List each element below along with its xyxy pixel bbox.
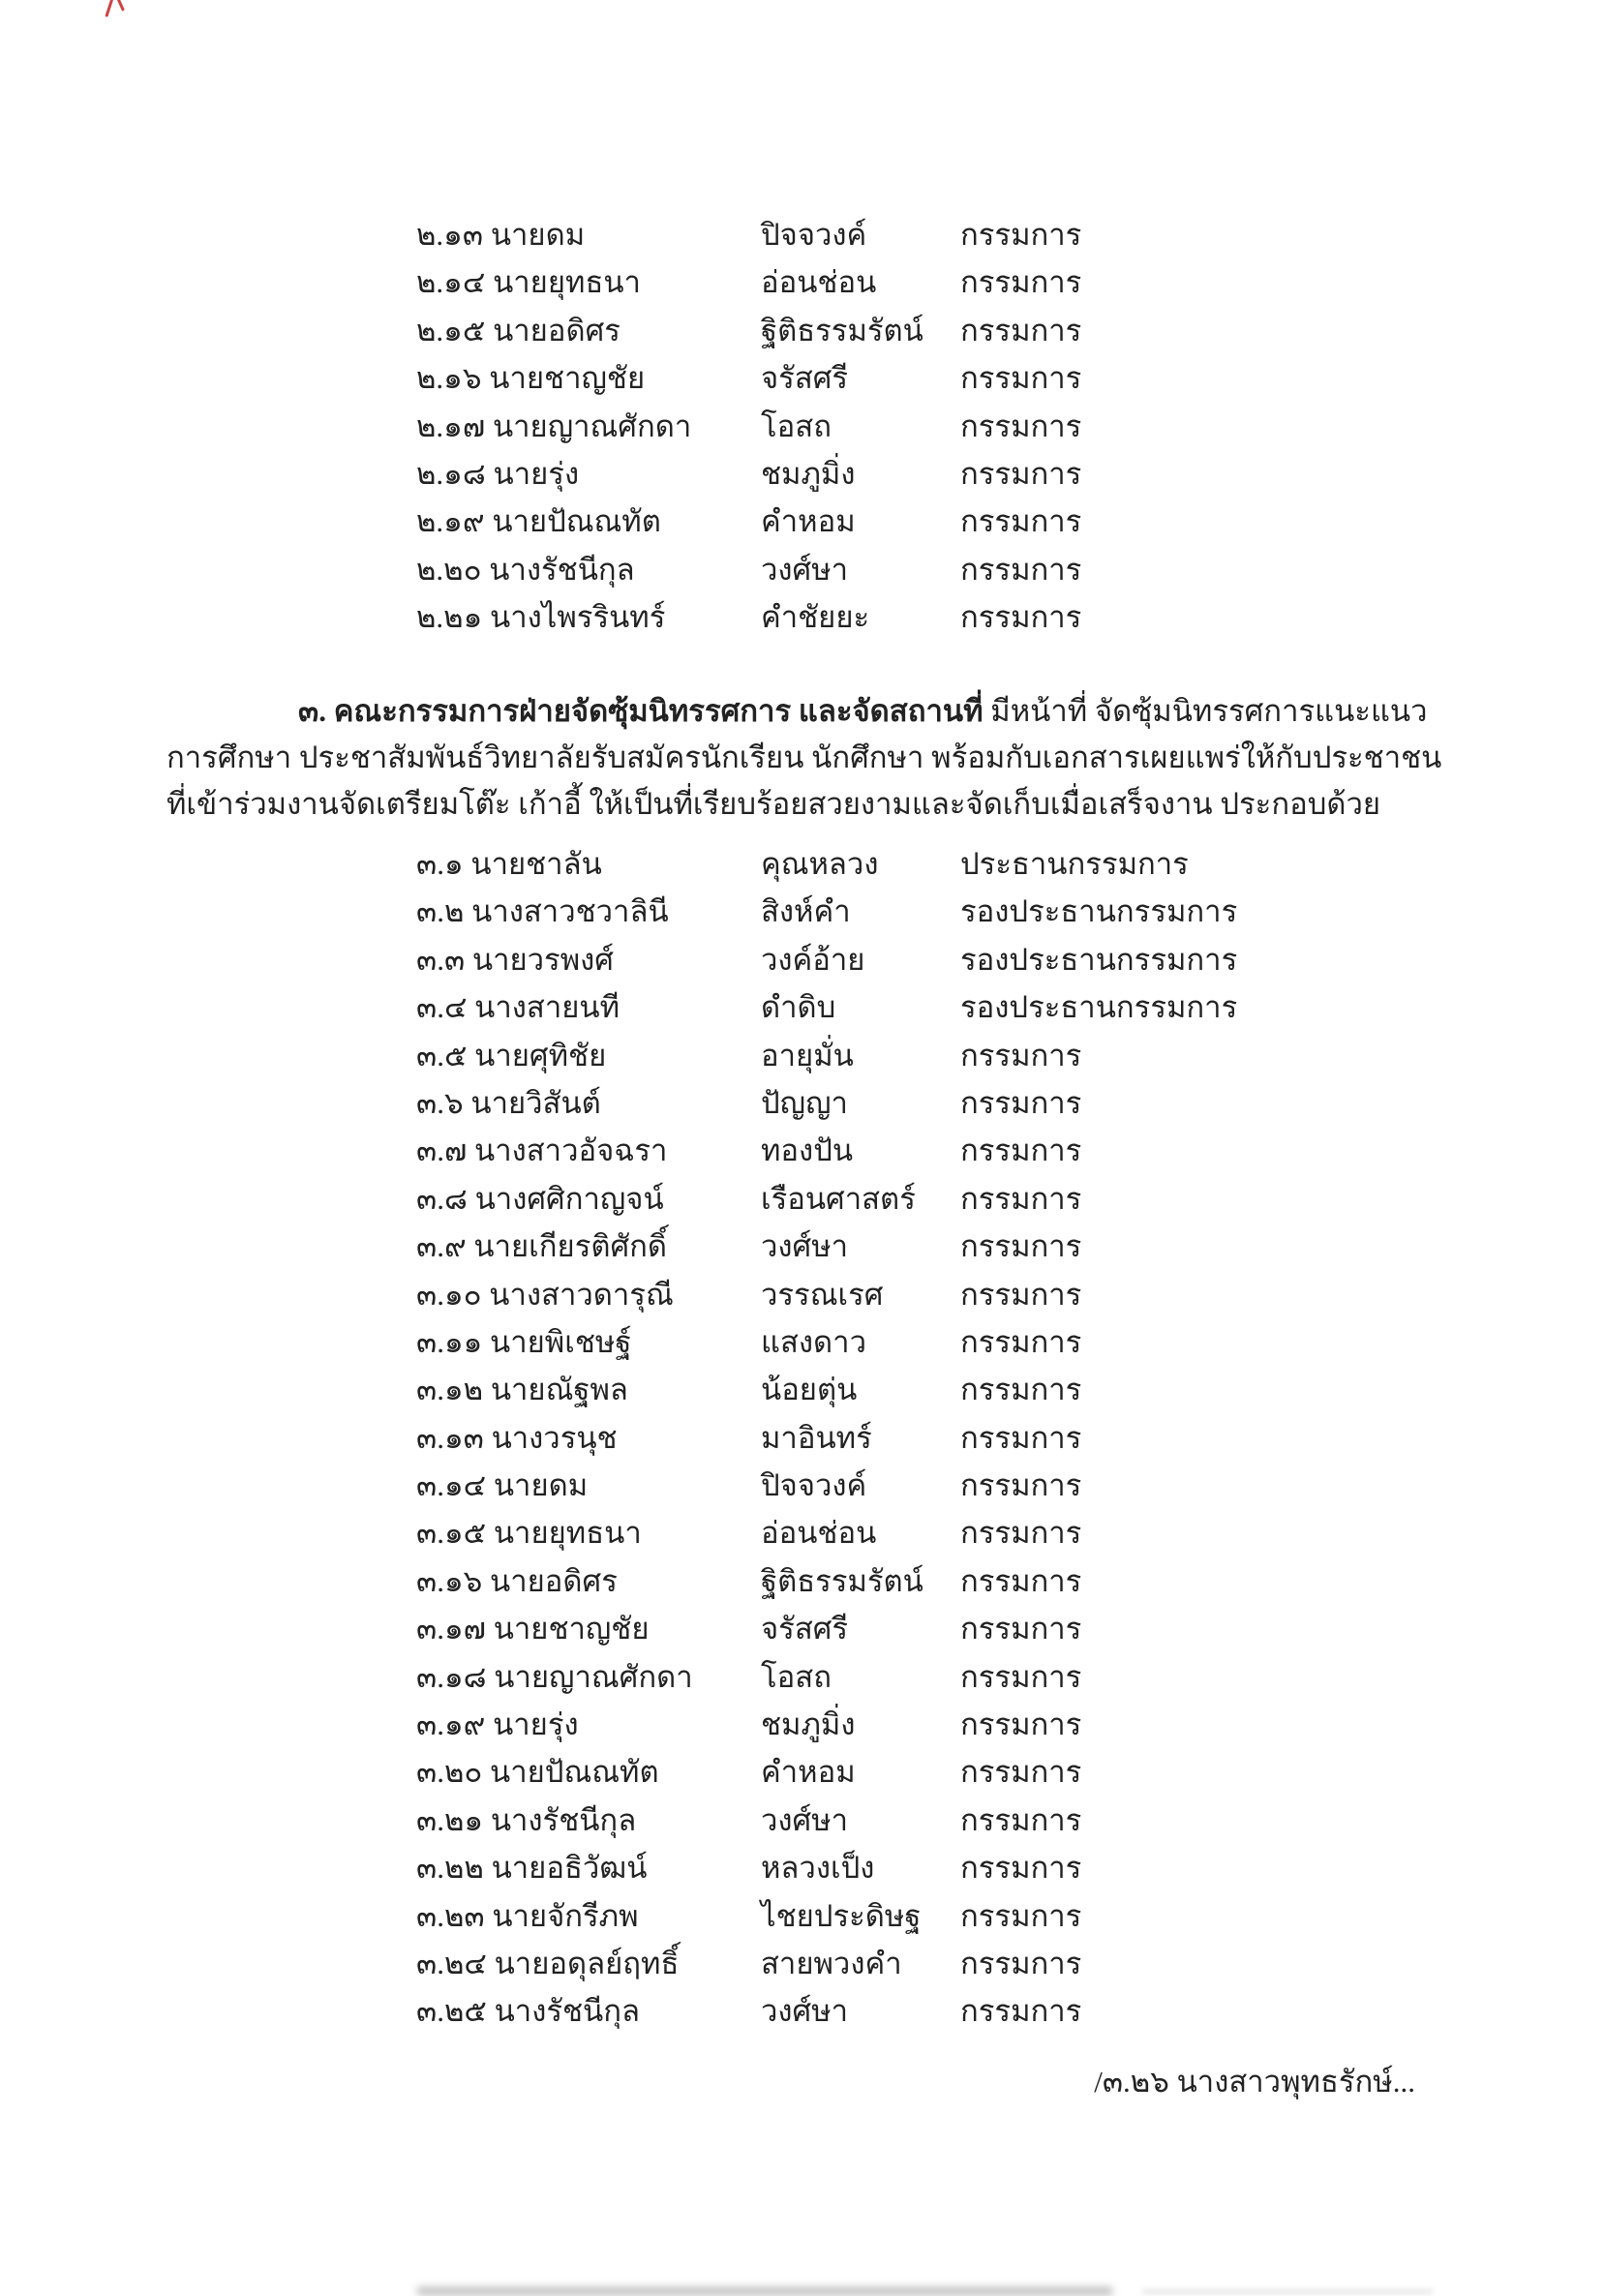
member-name: นางสาวดารุณี [489, 1277, 674, 1312]
member-number-name [416, 354, 761, 402]
table-row [416, 1414, 1546, 1462]
member-name: นายจักรีภพ [492, 1898, 639, 1933]
table-row [416, 1509, 1546, 1556]
member-number-name [416, 1653, 761, 1701]
member-number: ๓.๕ [416, 1038, 468, 1072]
member-role: กรรมการ [960, 313, 1082, 347]
member-role: กรรมการ [960, 218, 1082, 252]
table-row [416, 307, 1546, 354]
member-number: ๓.๘ [416, 1181, 468, 1216]
member-name: นายอดิศร [490, 1563, 618, 1598]
member-surname: คำหอม [761, 1755, 856, 1790]
member-role: กรรมการ [960, 1755, 1082, 1790]
table-row [416, 450, 1546, 498]
member-surname: ดำดิบ [761, 990, 836, 1025]
member-number-name [416, 1748, 761, 1796]
member-name: นายอธิวัฒน์ [491, 1851, 648, 1886]
member-name: นางรัชนีกุล [494, 1994, 640, 2029]
member-role: กรรมการ [960, 1612, 1082, 1646]
member-surname: คำหอม [761, 504, 856, 539]
member-number-name [416, 1940, 761, 1987]
member-role: กรรมการ [960, 408, 1082, 443]
member-number-name [416, 1318, 761, 1366]
member-number: ๓.๑๓ [416, 1420, 484, 1455]
member-name: นายเกียรติศักดิ์ [473, 1229, 668, 1264]
table-row [416, 546, 1546, 593]
table-row [416, 1557, 1546, 1605]
table-row [416, 1940, 1546, 1987]
member-role: รองประธานกรรมการ [960, 990, 1238, 1025]
member-name: นายณัฐพล [490, 1373, 628, 1407]
member-name: นายยุทธนา [493, 265, 641, 300]
member-role: กรรมการ [960, 1516, 1082, 1551]
member-role: กรรมการ [960, 1373, 1082, 1407]
table-row [416, 1127, 1546, 1174]
member-number: ๒.๑๗ [416, 408, 486, 443]
member-name: นายศุทิชัย [474, 1038, 607, 1072]
table-row [416, 1844, 1546, 1891]
member-role: กรรมการ [960, 1133, 1082, 1168]
member-surname: จรัสศรี [761, 1612, 849, 1646]
table-row [416, 840, 1546, 888]
section3-heading-bold: ๓. คณะกรรมการฝ่ายจัดซุ้มนิทรรศการ และจัดสถานที่ [298, 694, 984, 728]
section3-paragraph-line2: การศึกษา ประชาสัมพันธ์วิทยาลัยรับสมัครนักเรียน นักศึกษา พร้อมกับเอกสารเผยแพร่ให้กับประชาชน [166, 740, 1442, 774]
table-row [416, 1462, 1546, 1509]
member-role: กรรมการ [960, 1229, 1082, 1264]
table-row [416, 983, 1546, 1031]
member-number: ๓.๒๐ [416, 1755, 483, 1790]
member-surname: จรัสศรี [761, 361, 849, 396]
member-number-name [416, 307, 761, 354]
member-number: ๓.๗ [416, 1133, 468, 1168]
member-role: กรรมการ [960, 1994, 1082, 2029]
member-number-name [416, 1797, 761, 1844]
member-number: ๓.๑๔ [416, 1468, 487, 1503]
table-row [416, 1175, 1546, 1223]
member-number-name [416, 450, 761, 498]
table-row [416, 1748, 1546, 1796]
member-number: ๓.๒๒ [416, 1851, 484, 1886]
red-pen-stroke [105, 0, 114, 17]
member-role: กรรมการ [960, 456, 1082, 491]
member-surname: วงศ์ษา [761, 1802, 849, 1837]
member-name: นายรุ่ง [493, 456, 580, 491]
member-role: กรรมการ [960, 1085, 1082, 1120]
member-number-name [416, 1414, 761, 1462]
member-surname: คุณหลวง [761, 847, 879, 881]
section3-heading [298, 689, 1488, 734]
member-role: กรรมการ [960, 1468, 1082, 1503]
member-surname: วงศ์ษา [761, 1994, 849, 2029]
member-number: ๒.๒๑ [416, 600, 483, 635]
member-surname: โอสถ [761, 408, 832, 443]
table-row [416, 888, 1546, 935]
member-name: นายปัณณทัต [490, 1755, 659, 1790]
table-row [416, 1653, 1546, 1701]
table-row [416, 211, 1546, 258]
member-name: นางไพรรินทร์ [490, 600, 666, 635]
member-surname: ชมภูมิ่ง [761, 456, 856, 491]
member-name: นายวิสันต์ [470, 1085, 601, 1120]
member-number-name [416, 1844, 761, 1891]
member-role: กรรมการ [960, 1898, 1082, 1933]
member-number: ๓.๒๕ [416, 1994, 487, 2029]
member-surname: วรรณเรศ [761, 1277, 884, 1312]
table-row [416, 1271, 1546, 1318]
member-role: กรรมการ [960, 361, 1082, 396]
member-surname: ไชยประดิษฐ [761, 1898, 922, 1933]
member-number-name [416, 1079, 761, 1127]
member-number: ๒.๑๖ [416, 361, 482, 396]
member-name: นายยุทธนา [493, 1516, 642, 1551]
member-number: ๓.๑๑ [416, 1324, 483, 1359]
member-surname: ฐิติธรรมรัตน์ [761, 313, 923, 347]
member-number: ๓.๖ [416, 1085, 464, 1120]
member-role: กรรมการ [960, 1563, 1082, 1598]
member-number-name [416, 983, 761, 1031]
member-name: นางรัชนีกุล [489, 552, 635, 587]
table-row [416, 1987, 1546, 2035]
member-number: ๓.๑๐ [416, 1277, 482, 1312]
member-name: นายวรพงศ์ [471, 942, 614, 977]
member-number: ๒.๑๓ [416, 218, 484, 252]
member-number-name [416, 1271, 761, 1318]
scan-edge-artifact [416, 2286, 1113, 2296]
member-surname: แสงดาว [761, 1324, 866, 1359]
member-surname: ปิจจวงค์ [761, 218, 867, 252]
member-role: กรรมการ [960, 1181, 1082, 1216]
member-surname: ปัญญา [761, 1085, 848, 1120]
member-number-name [416, 1462, 761, 1509]
member-number-name [416, 1366, 761, 1413]
member-name: นายพิเชษฐ์ [490, 1324, 632, 1359]
table-row [416, 258, 1546, 306]
member-surname: สายพวงคำ [761, 1946, 902, 1980]
member-surname: โอสถ [761, 1659, 832, 1694]
table-row [416, 1032, 1546, 1079]
member-surname: ชมภูมิ่ง [761, 1707, 856, 1742]
table-row [416, 593, 1546, 641]
member-surname: ปิจจวงค์ [761, 1468, 867, 1503]
member-number-name [416, 1557, 761, 1605]
table-row [416, 498, 1546, 545]
member-number: ๓.๒๓ [416, 1898, 485, 1933]
member-number-name [416, 840, 761, 888]
member-number: ๓.๒๑ [416, 1802, 484, 1837]
table-row [416, 403, 1546, 450]
member-number-name [416, 546, 761, 593]
member-number: ๓.๑๖ [416, 1563, 483, 1598]
member-name: นางสาวอัจฉรา [474, 1133, 668, 1168]
member-role: กรรมการ [960, 600, 1082, 635]
member-role: กรรมการ [960, 1038, 1082, 1072]
member-name: นายอดุลย์ฤทธิ์ [494, 1946, 680, 1980]
member-role: กรรมการ [960, 1707, 1082, 1742]
member-surname: เรือนศาสตร์ [761, 1181, 916, 1216]
member-surname: วงศ์ษา [761, 552, 849, 587]
member-role: กรรมการ [960, 1851, 1082, 1886]
member-number: ๒.๑๕ [416, 313, 486, 347]
member-number: ๒.๒๐ [416, 552, 482, 587]
member-surname: สิงห์คำ [761, 894, 851, 929]
member-surname: วงค์อ้าย [761, 942, 865, 977]
member-number-name [416, 498, 761, 545]
member-surname: น้อยตุ่น [761, 1373, 858, 1407]
member-name: นายชาลัน [470, 847, 602, 881]
member-role: กรรมการ [960, 1946, 1082, 1980]
table-row [416, 1797, 1546, 1844]
member-role: กรรมการ [960, 1659, 1082, 1694]
member-number: ๒.๑๘ [416, 456, 486, 491]
member-name: นายชาญชัย [489, 361, 646, 396]
member-number: ๓.๑๕ [416, 1516, 487, 1551]
member-name: นางสายนที [474, 990, 620, 1025]
member-number: ๒.๑๙ [416, 504, 485, 539]
member-number-name [416, 1032, 761, 1079]
member-name: นางวรนุช [491, 1420, 618, 1455]
table-row [416, 1605, 1546, 1652]
member-name: นางสาวชวาลินี [471, 894, 669, 929]
member-number-name [416, 258, 761, 306]
member-name: นายญาณศักดา [494, 1659, 693, 1694]
member-role: กรรมการ [960, 1324, 1082, 1359]
member-number: ๓.๑๙ [416, 1707, 486, 1742]
member-role: กรรมการ [960, 1420, 1082, 1455]
member-number-name [416, 211, 761, 258]
member-number: ๓.๓ [416, 942, 466, 977]
member-role: รองประธานกรรมการ [960, 942, 1238, 977]
member-number: ๒.๑๔ [416, 265, 486, 300]
member-number-name [416, 1701, 761, 1748]
member-number-name [416, 1987, 761, 2035]
member-name: นางรัชนีกุล [490, 1802, 637, 1837]
member-number-name [416, 403, 761, 450]
member-number-name [416, 1127, 761, 1174]
member-number: ๓.๑๘ [416, 1659, 487, 1694]
member-name: นายดม [490, 218, 586, 252]
member-name: นายรุ่ง [493, 1707, 579, 1742]
member-number-name [416, 593, 761, 641]
scan-edge-artifact [1142, 2289, 1433, 2294]
member-number: ๓.๑๒ [416, 1373, 484, 1407]
member-number-name [416, 1175, 761, 1223]
member-surname: ทองปัน [761, 1133, 854, 1168]
member-role: กรรมการ [960, 1277, 1082, 1312]
member-name: นายดม [493, 1468, 589, 1503]
member-number: ๓.๙ [416, 1229, 467, 1264]
table-row [416, 1701, 1546, 1748]
member-number-name [416, 1605, 761, 1652]
table-row [416, 1366, 1546, 1413]
table-row [416, 1223, 1546, 1270]
member-number: ๓.๑๗ [416, 1612, 486, 1646]
member-surname: อ่อนช่อน [761, 265, 877, 300]
member-name: นายญาณศักดา [492, 408, 692, 443]
member-number-name [416, 888, 761, 935]
section3-paragraph-line3: ที่เข้าร่วมงานจัดเตรียมโต๊ะ เก้าอี้ ให้เป็นที่เรียบร้อยสวยงามและจัดเก็บเมื่อเสร็จงาน ประกอบด้วย [166, 787, 1381, 821]
member-surname: อายุมั่น [761, 1038, 854, 1072]
member-name: นางศศิกาญจน์ [474, 1181, 664, 1216]
member-surname: คำชัยยะ [761, 600, 870, 635]
member-role: รองประธานกรรมการ [960, 894, 1238, 929]
member-role: กรรมการ [960, 1802, 1082, 1837]
member-role: กรรมการ [960, 552, 1082, 587]
table-row [416, 354, 1546, 402]
table-row [416, 936, 1546, 983]
continuation-note: /๓.๒๖ นางสาวพุทธรักษ์... [1094, 2065, 1415, 2099]
section2-member-list [416, 211, 1546, 642]
member-surname: หลวงเป็ง [761, 1851, 875, 1886]
member-number-name [416, 1892, 761, 1940]
member-surname: ฐิติธรรมรัตน์ [761, 1563, 923, 1598]
member-number-name [416, 1223, 761, 1270]
member-name: นายชาญชัย [493, 1612, 650, 1646]
member-number: ๓.๒๔ [416, 1946, 487, 1980]
section3-heading-regular: มีหน้าที่ จัดซุ้มนิทรรศการแนะแนว [983, 694, 1428, 728]
member-number: ๓.๑ [416, 847, 464, 881]
member-name: นายปัณณทัต [492, 504, 661, 539]
member-surname: อ่อนช่อน [761, 1516, 877, 1551]
red-pen-stroke [114, 0, 125, 12]
member-number: ๓.๔ [416, 990, 468, 1025]
table-row [416, 1079, 1546, 1127]
table-row [416, 1318, 1546, 1366]
member-name: นายอดิศร [493, 313, 620, 347]
member-number: ๓.๒ [416, 894, 465, 929]
member-number-name [416, 1509, 761, 1556]
red-pen-mark [105, 0, 130, 25]
member-role: ประธานกรรมการ [960, 847, 1189, 881]
section3-member-list [416, 840, 1546, 2036]
table-row [416, 1892, 1546, 1940]
member-surname: มาอินทร์ [761, 1420, 872, 1455]
member-role: กรรมการ [960, 265, 1082, 300]
member-surname: วงศ์ษา [761, 1229, 849, 1264]
member-role: กรรมการ [960, 504, 1082, 539]
member-number-name [416, 936, 761, 983]
